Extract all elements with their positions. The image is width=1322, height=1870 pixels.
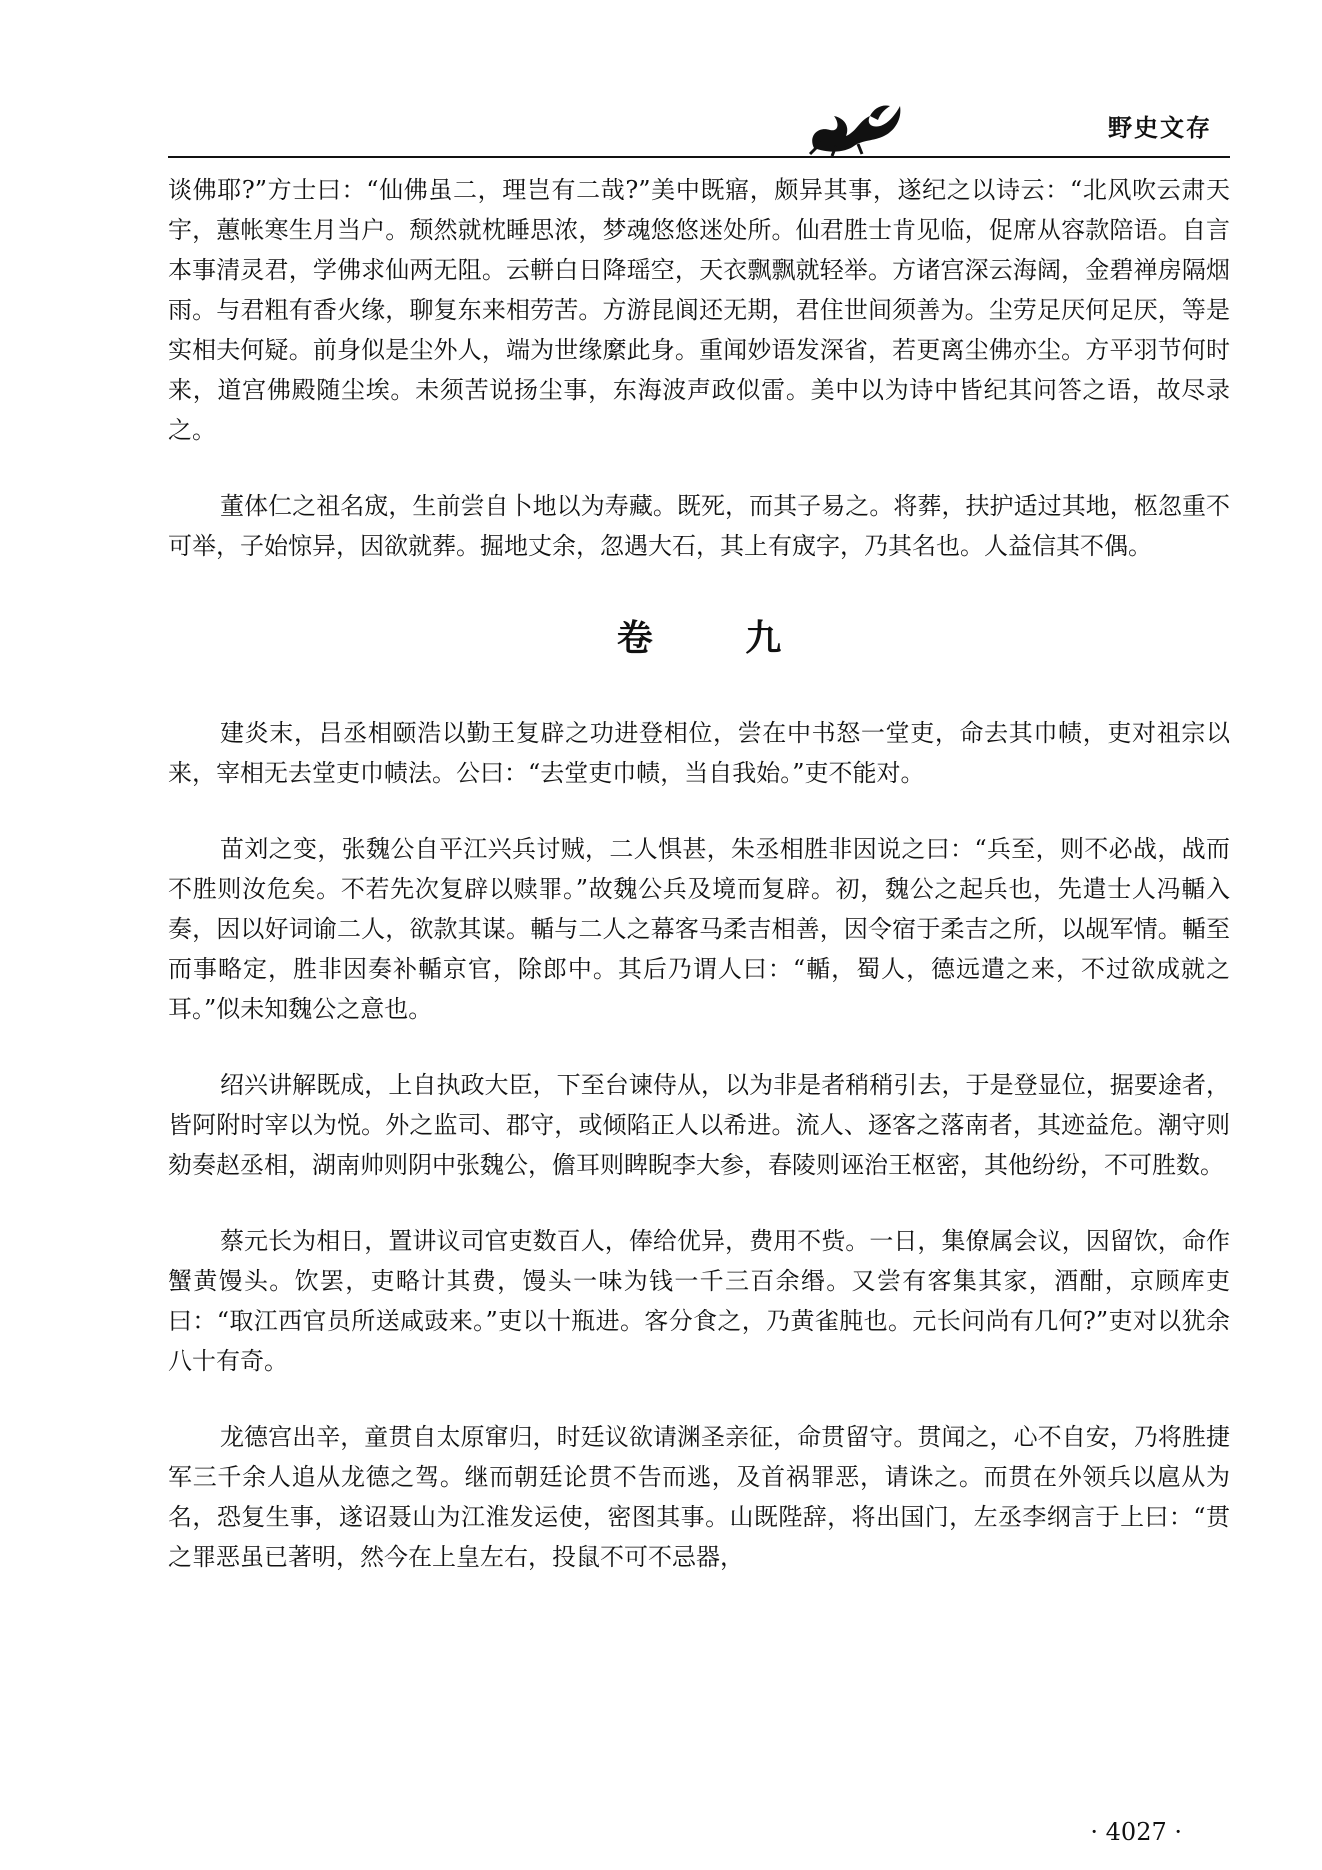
paragraph: 绍兴讲解既成，上自执政大臣，下至台谏侍从，以为非是者稍稍引去，于是登显位，据要途者，皆阿附时宰以为悦。外之监司、郡守，或倾陷正人以希进。流人、逐客之落南者，其迹益危。潮守则劾奏赵丞相，湖南帅则阴中张魏公，儋耳则睥睨李大参，春陵则诬治王枢密，其他纷纷，不可胜数。: [168, 1071, 1230, 1179]
page-body: [168, 170, 1230, 1577]
paragraph: 谈佛耶?”方士曰：“仙佛虽二，理岂有二哉?”美中既寤，颇异其事，遂纪之以诗云：“北风吹云肃天宇，蕙帐寒生月当户。颓然就枕睡思浓，梦魂悠悠迷处所。仙君胜士肯见临，促席从容款陪语。自言本事清灵君，学佛求仙两无阻。云軿白日降瑶空，天衣飘飘就轻举。方诸宫深云海阔，金碧禅房隔烟雨。与君粗有香火缘，聊复东来相劳苦。方游昆阆还无期，君住世间须善为。尘劳足厌何足厌，等是实相夫何疑。前身似是尘外人，端为世缘縻此身。重闻妙语发深省，若更离尘佛亦尘。方平羽节何时来，道宫佛殿随尘埃。未须苦说扬尘事，东海波声政似雷。美中以为诗中皆纪其问答之语，故尽录之。: [168, 176, 1230, 444]
paragraph: 建炎末，吕丞相颐浩以勤王复辟之功进登相位，尝在中书怒一堂吏，命去其巾帻，吏对祖宗以来，宰相无去堂吏巾帻法。公曰：“去堂吏巾帻，当自我始。”吏不能对。: [168, 719, 1230, 787]
paragraph: 董体仁之祖名宬，生前尝自卜地以为寿藏。既死，而其子易之。将葬，扶护适过其地，柩忽重不可举，子始惊异，因欲就葬。掘地丈余，忽遇大石，其上有宬字，乃其名也。人益信其不偶。: [168, 492, 1230, 560]
paragraph: 蔡元长为相日，置讲议司官吏数百人，俸给优异，费用不赀。一日，集僚属会议，因留饮，命作蟹黄馒头。饮罢，吏略计其费，馒头一味为钱一千三百余缗。又尝有客集其家，酒酣，京顾库吏曰：“取江西官员所送咸豉来。”吏以十瓶进。客分食之，乃黄雀肫也。元长问尚有几何?”吏对以犹余八十有奇。: [168, 1227, 1230, 1375]
header-divider: [168, 156, 1230, 158]
paragraph: 龙德宫出辛，童贯自太原窜归，时廷议欲请渊圣亲征，命贯留守。贯闻之，心不自安，乃将胜捷军三千余人追从龙德之驾。继而朝廷论贯不告而逃，及首祸罪恶，请诛之。而贯在外领兵以扈从为名，恐复生事，遂诏聂山为江淮发运使，密图其事。山既陛辞，将出国门，左丞李纲言于上曰：“贯之罪恶虽已著明，然今在上皇左右，投鼠不可不忌器，: [168, 1423, 1230, 1571]
chapter-heading: 卷 九: [616, 618, 822, 659]
book-series-title: 野史文存: [1108, 114, 1212, 142]
page-header: [168, 96, 1230, 156]
dragon-emblem-icon: [800, 96, 910, 156]
paragraph: 苗刘之变，张魏公自平江兴兵讨贼，二人惧甚，朱丞相胜非因说之曰：“兵至，则不必战，战而不胜则汝危矣。不若先次复辟以赎罪。”故魏公兵及境而复辟。初，魏公之起兵也，先遣士人冯輴入奏，因以好词谕二人，欲款其谋。輴与二人之幕客马柔吉相善，因令宿于柔吉之所，以觇军情。輴至而事略定，胜非因奏补輴京官，除郎中。其后乃谓人曰：“輴，蜀人，德远遣之来，不过欲成就之耳。”似未知魏公之意也。: [168, 835, 1230, 1023]
page-number: · 4027 ·: [1090, 1818, 1182, 1846]
